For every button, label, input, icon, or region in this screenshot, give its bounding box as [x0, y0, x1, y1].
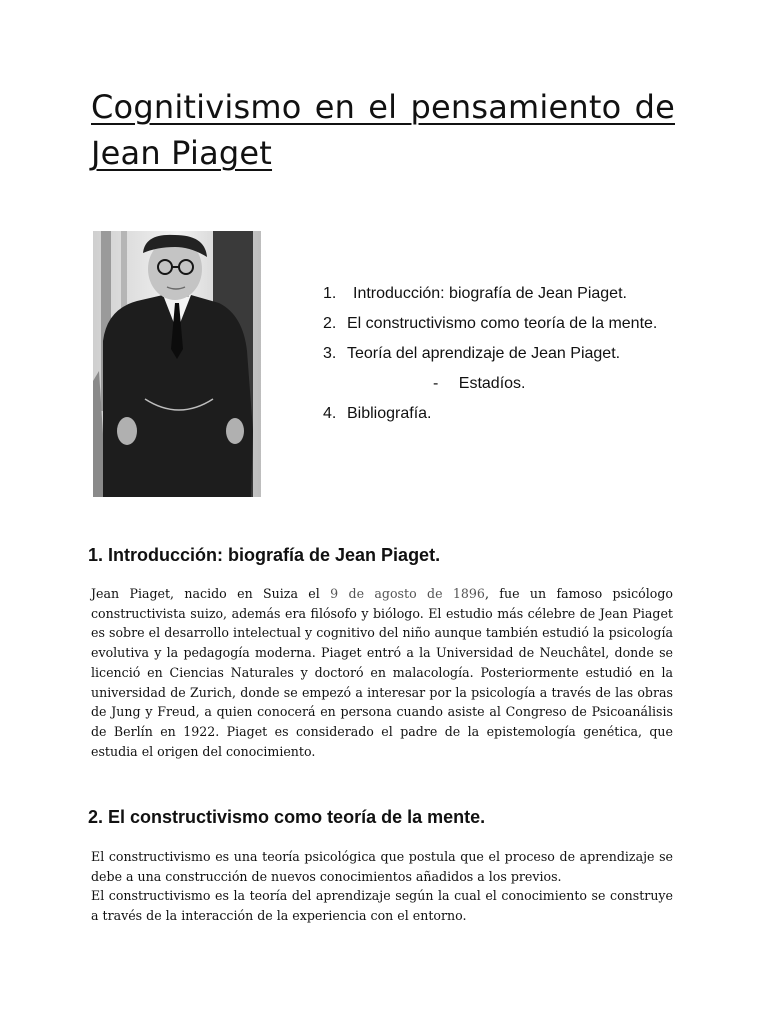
- toc-number: 3.: [323, 345, 337, 362]
- toc-number: 4.: [323, 405, 337, 422]
- toc-item: [323, 279, 673, 309]
- section-2-paragraph-2: El constructivismo es la teoría del aprendizaje según la cual el conocimiento se construye a través de la interacción de la experiencia con el entorno.: [91, 888, 673, 924]
- toc-text: Estadíos.: [458, 375, 526, 392]
- portrait-photo: [93, 231, 261, 497]
- text-segment: Jean Piaget, nacido en Suiza el: [91, 586, 331, 601]
- section-2-heading: 2. El constructivismo como teoría de la mente.: [88, 807, 486, 827]
- document-title: Cognitivismo en el pensamiento de Jean Piaget: [91, 88, 675, 172]
- section-2-paragraph-1: El constructivismo es una teoría psicológica que postula que el proceso de aprendizaje se debe a una construcción de nuevos conocimientos añadidos a los previos.: [91, 849, 673, 884]
- birth-date: 9 de agosto de 1896: [330, 586, 485, 601]
- section-1-heading: 1. Introducción: biografía de Jean Piaget.: [88, 545, 441, 565]
- toc-item: [323, 399, 673, 429]
- toc-number: 1.: [323, 285, 337, 302]
- toc-item: [323, 339, 673, 369]
- toc-item: [323, 309, 673, 339]
- toc-number: 2.: [323, 315, 337, 332]
- toc-dash: -: [433, 375, 439, 392]
- section-2-body: [91, 847, 673, 926]
- toc-text: Bibliografía.: [347, 405, 432, 422]
- text-segment: , fue un famoso psicólogo constructivista suizo, además era filósofo y biólogo. El estudio más célebre de Jean Piaget es sobre el desarrollo intelectual y cognitivo del niño aunque también estudió la psicología evolutiva y la pedagogía moderna. Piaget entró a la Universidad de Neuchâtel, donde se licenció en Ciencias Naturales y doctoró en malacología. Posteriormente estudió en la universidad de Zurich, donde se empezó a interesar por la psicología a través de las obras de Jung y Freud, a quien conocerá en persona cuando asiste al Congreso de Psicoanálisis de Berlín en 1922. Piaget es considerado el padre de la epistemología genética, que estudia el origen del conocimiento.: [91, 586, 673, 759]
- table-of-contents: [323, 279, 673, 429]
- toc-text: El constructivismo como teoría de la mente.: [347, 315, 658, 332]
- section-1-paragraph: [91, 584, 673, 761]
- toc-text: Teoría del aprendizaje de Jean Piaget.: [347, 345, 621, 362]
- toc-subitem: [323, 369, 673, 399]
- toc-text: Introducción: biografía de Jean Piaget.: [353, 285, 627, 302]
